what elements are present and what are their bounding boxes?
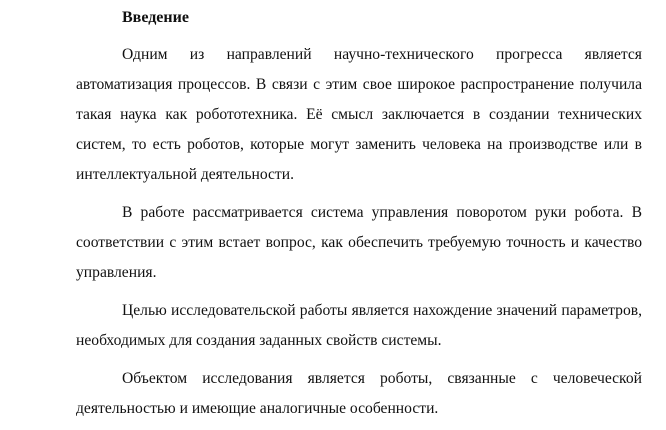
paragraph-2: В работе рассматривается система управления поворотом руки робота. В соответствии с этим встает вопрос, как обеспечить требуемую точность и качество управления.	[76, 204, 642, 281]
paragraph-3: Целью исследовательской работы является нахождение значений параметров, необходимых для создания заданных свойств системы.	[76, 302, 642, 349]
paragraph-1: Одним из направлений научно-технического прогресса является автоматизация процессов. В связи с этим свое широкое распространение получила такая наука как робототехника. Её смысл заключается в создании технических систем, то есть роботов, которые могут заменить человека на производстве или в интеллектуальной деятельности.	[76, 46, 642, 183]
document-body	[76, 40, 642, 424]
paragraph-4: Объектом исследования является роботы, связанные с человеческой деятельностью и имеющие аналогичные особенности.	[76, 370, 642, 417]
section-heading: Введение	[122, 9, 189, 26]
